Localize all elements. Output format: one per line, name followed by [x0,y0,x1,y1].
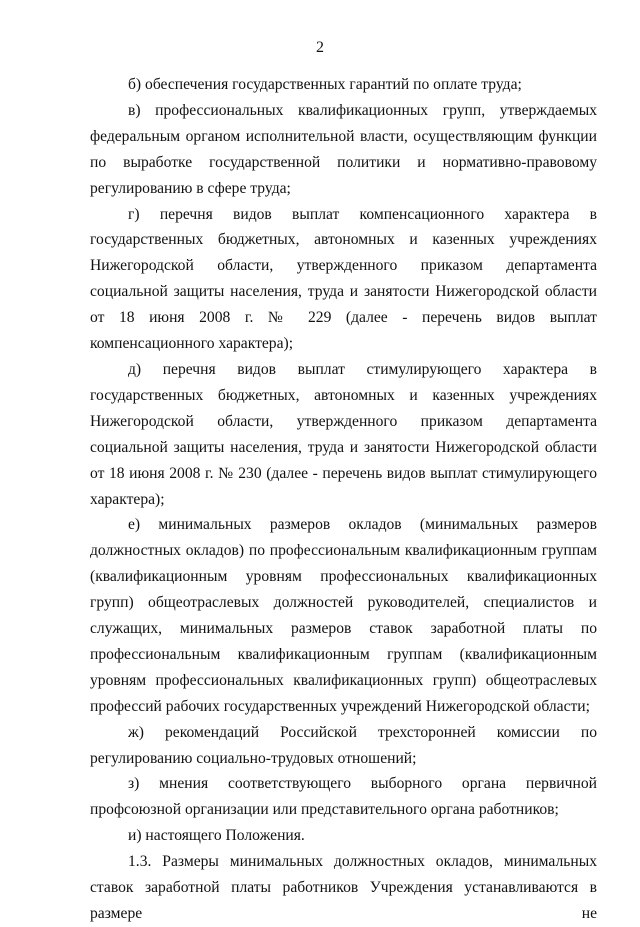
paragraph-zh: ж) рекомендаций Российской трехсторонней комиссии по регулированию социально-трудовых отношений; [90,723,597,767]
page-number: 2 [316,39,324,56]
paragraph-d: д) перечня видов выплат стимулирующего характера в государственных бюджетных, автономных и казенных учреждениях Нижегородской области, утвержденного приказом департамента социальной защиты населения, труда и занятости Нижегородской области от 18 июня 2008 г. № 230 (далее - перечень видов выплат стимулирующего характера); [90,360,597,508]
document-body [90,72,597,927]
paragraph-g: г) перечня видов выплат компенсационного характера в государственных бюджетных, автономных и казенных учреждениях Нижегородской области, утвержденного приказом департамента социальной защиты населения, труда и занятости Нижегородской области от 18 июня 2008 г. № 229 (далее - перечень видов выплат компенсационного характера); [90,205,597,353]
paragraph-z: з) мнения соответствующего выборного органа первичной профсоюзной организации или представительного органа работников; [90,775,597,819]
paragraph-b: б) обеспечения государственных гарантий по оплате труда; [128,76,522,93]
paragraph-i: и) настоящего Положения. [128,827,305,845]
paragraph-v: в) профессиональных квалификационных групп, утверждаемых федеральным органом исполнительной власти, осуществляющим функции по выработке государственной политики и нормативно-правовому регулированию в сфере труда; [90,101,597,197]
paragraph-1-3: 1.3. Размеры минимальных должностных окладов, минимальных ставок заработной платы работников Учреждения устанавливаются в размере не [90,853,597,922]
paragraph-e: е) минимальных размеров окладов (минимальных размеров должностных окладов) по профессиональным квалификационным группам (квалификационным уровням профессиональных квалификационных групп) общеотраслевых должностей руководителей, специалистов и служащих, минимальных размеров ставок заработной платы по профессиональным квалификационным группам (квалификационным уровням профессиональных квалификационных групп) общеотраслевых профессий рабочих государственных учреждений Нижегородской области; [90,516,597,715]
